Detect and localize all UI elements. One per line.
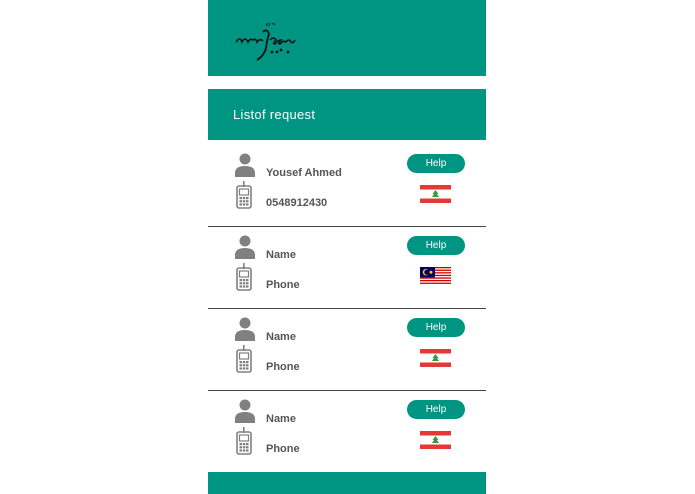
help-button[interactable]: Help	[407, 154, 465, 173]
lebanon-flag-icon	[420, 431, 451, 449]
mo-een-logo	[232, 18, 312, 64]
mobile-phone-icon	[236, 263, 252, 291]
requester-name: Name	[266, 413, 296, 425]
header	[208, 0, 486, 76]
requester-phone: Phone	[266, 443, 300, 455]
request-card	[208, 391, 486, 473]
request-card	[208, 309, 486, 391]
logo-calligraphy-icon	[232, 18, 312, 64]
requester-name: Yousef Ahmed	[266, 167, 342, 179]
help-button[interactable]: Help	[407, 400, 465, 419]
person-icon	[234, 317, 256, 341]
requester-name: Name	[266, 249, 296, 261]
mobile-phone-icon	[236, 345, 252, 373]
mobile-phone-icon	[236, 427, 252, 455]
request-card	[208, 227, 486, 309]
mobile-phone-icon	[236, 181, 252, 209]
requester-phone: Phone	[266, 279, 300, 291]
request-card	[208, 145, 486, 227]
lebanon-flag-icon	[420, 349, 451, 367]
page-title: Listof request	[233, 107, 316, 122]
requester-phone: Phone	[266, 361, 300, 373]
help-button[interactable]: Help	[407, 236, 465, 255]
person-icon	[234, 153, 256, 177]
person-icon	[234, 399, 256, 423]
lebanon-flag-icon	[420, 185, 451, 203]
title-bar	[208, 89, 486, 140]
footer-bar	[208, 472, 486, 494]
person-icon	[234, 235, 256, 259]
app-screen	[208, 0, 486, 494]
malaysia-flag-icon	[420, 267, 451, 285]
requester-name: Name	[266, 331, 296, 343]
requester-phone: 0548912430	[266, 197, 328, 209]
help-button[interactable]: Help	[407, 318, 465, 337]
